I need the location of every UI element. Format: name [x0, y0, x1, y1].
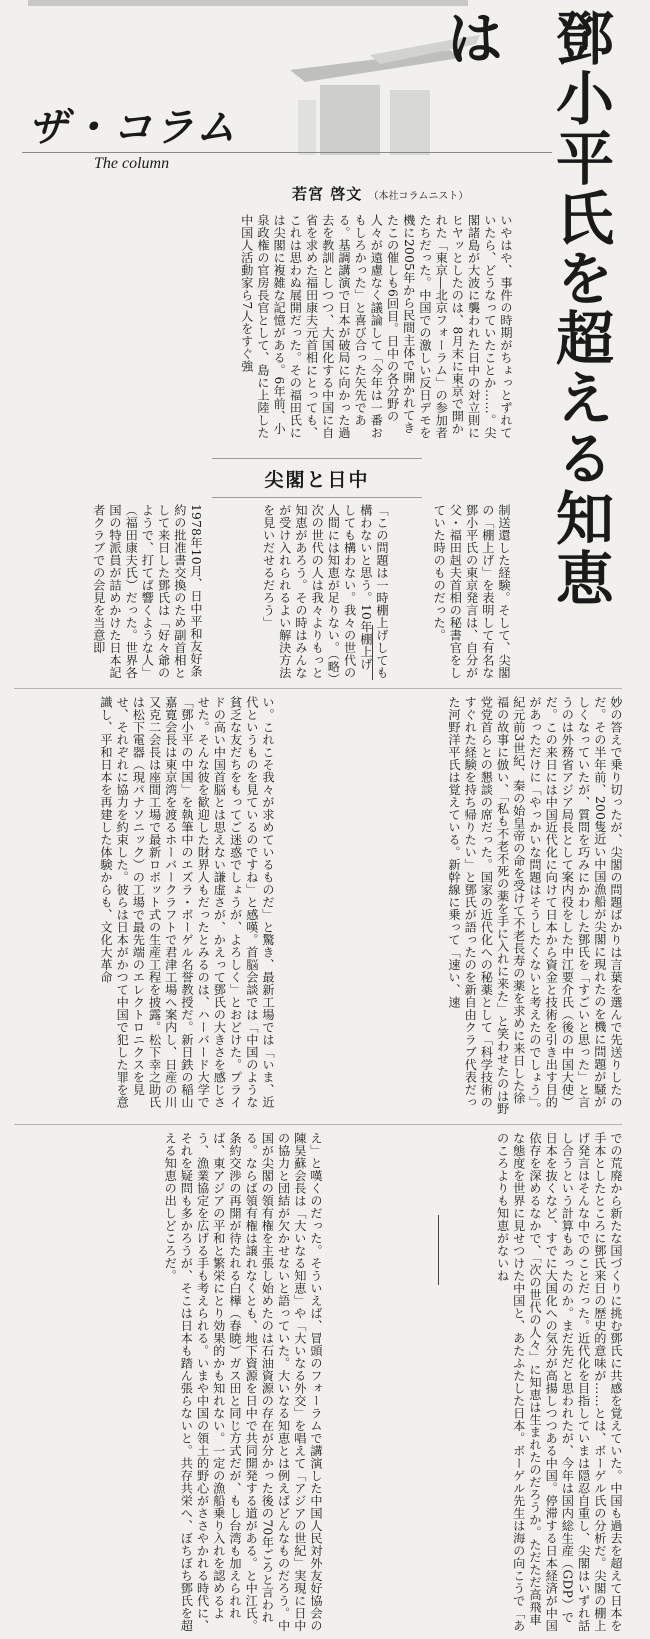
- column-logo: ザ・コラム: [28, 105, 238, 151]
- body-text-tier1-right: いやはや、事件の時期がちょっとずれていたら、どうなっていたことか……。尖閣諸島が大波に襲われた日中の対立則にヒヤッとしたのは、8月末に東京で開かれた「東京―北京フォーラム」の参加者たちだった。中国での激しい反日デモを機に2005年から民間主体で開かれてきたこの催しも6回目。日中の各分野の人々が遠慮なく議論して「今年は一番おもしろかった」と喜び合った矢先である。基調講演で日本が破局に向かった過去を教訓としつつ、大国化する中国に自省を求めた福田康夫元首相にとっても、これは思わぬ展開だった。その福田氏には尖閣に複雑な記憶がある。6年前、小泉政権の官房長官として、島に上陸した中国人活動家ら7人をすぐ強: [239, 214, 513, 439]
- author-role: （本社コラムニスト）: [368, 191, 469, 202]
- top-border: [28, 0, 468, 6]
- header-rule: [22, 152, 552, 153]
- byline: [292, 183, 468, 204]
- tier-rule-2: [14, 1124, 622, 1125]
- body-text-tier3: での荒廃から新たな国づくりに挑む鄧氏に共感を覚えていた。中国も過去を超えて日本を手本としたところに鄧氏来日の歴史的意味が……とは、ボーゲル氏の分析だ。尖閣の棚上げ発言はそんな中でのことだった。近代化を目指していまは隠忍自重し、尖閣はいずれ話し合うという計算もあったのか。まだ先だと思われたが、今年は国内総生産（GDP）で日本を抜くなど、すでに大国化への気分が高揚しつつある中国。停滞する日本経済が中国依存を深めるなかで、「次の世代の人々」に知恵は生まれたのだろうか。ただただ高飛車な態度を世界に見せつけた中国と、あたふたした日本。ボーゲル先生は海の向こうで「あのころよりも知恵がないね: [495, 1132, 623, 1632]
- tier-rule-1: [14, 688, 622, 689]
- author-name: 若宮 啓文: [292, 185, 363, 203]
- body-text-tier2b: い。これこそ我々が求めているものだ」と驚き、最新工場では「いま、近代というものを見ているのですね」と感嘆。首脳会談では「中国のような貧乏な友だちをもってご迷惑でしょうが、よろしく」とおどけた。プライドの高い中国首脳とは思えない謙虚さが、かえって鄧氏の大きさを感じさせた。そんな彼を歓迎した財界人もだったとみるのは、ハーバード大学で「鄧小平の中国」を執筆中のエズラ・ボーゲル名誉教授だ。新日鉄の稲山嘉寛会長は東京湾を渡るホーバークラフトで君津工場へ案内し、日産の川又克二会長は座間工場で最新ロボット式の生産工程を披露。松下幸之助氏は松下電器（現パナソニック）の工場で最先端のエレクトロニクスを見せ、それぞれに協力を約束した。彼らは日本がかつて中国で犯した罪を意識し、平和日本を再建した体験からも、文化大革命: [98, 696, 275, 1109]
- body-text-tier1-left2: 1978年10月、日中平和友好条約の批准書交換のため副首相として来日した鄧氏は「好々爺のようで、打てば響くような人」（福田康夫氏）だった。世界各国の特派員が詰めかけた日本記者クラブでの会見を当意即: [91, 504, 203, 679]
- headline: 鄧小平氏を超える知恵は: [436, 8, 614, 608]
- column-logo-en: The column: [94, 155, 170, 172]
- body-text-tier2: 妙の答えで乗り切ったが、尖閣の問題ばかりは言葉を選んで先送りしたのだ。その半年前、200隻近い中国漁船が尖閣に現れたのを機に問題が騒がしくなっていたが、質問を巧みにかわした鄧氏を「すごいと思った」と言うのは外務省アジア局長として案内役をした中江要介氏（後の中国大使）だ。この来日には中国近代化に向けて日本から資金と技術を引き出す目的があっただけに「やっかいな問題はそうしたくないと考えたのでしょう」。紀元前3世紀、秦の始皇帝の命を受けて不老長寿の薬を求めに来日した徐福の故事に倣い、「私も不老不死の薬を手に入れに来た」と笑わせたのは野党党首らとの懇談の席だった。国家の近代化への秘薬として「科学技術のすぐれた経験を持ち帰りたい」と鄧氏が語ったのを新自由クラブ代表だった河野洋平氏は覚えている。新幹線に乗って「速い、速: [446, 696, 623, 1115]
- body-text-tier1-left: 制送還した経験。そして、尖閣の「棚上げ」を表明して有名な鄧小平氏の東京発言は、自分が父・福田赳夫首相の秘書官をしていた時のものだった。: [432, 504, 511, 679]
- body-text-tier3b: え」と嘆くのだった。そういえば、冒頭のフォーラムで講演した中国人民対外友好協会の陳昊蘇会長は「大いなる知恵」や「大いなる外交」を唱えて「アジアの世紀」実現に日中の協力と団結が欠かせないと語っていた。大いなる知恵とは例えばどんなものだろう。中国が尖閣の領有権を主張し始めたのは石油資源の存在が分かった後の70年ごろと言われる。ならば領有権は譲れなくとも、地下資源を日中で共同開発する道がある。と中江氏。条約交渉の再開が待たれる白樺（春暁）ガス田と同じ方式だが、もし台湾も加えられれば、東アジアの平和と繁栄にとり効果的かも知れない。一定の漁船乗り入れを認めるよう、漁業協定を広げる手も考えられる。いまや中国の領土的野心がささやかれる時代に、それを疑問も多かろうが、そこは日本も踏ん張らないと。共存共栄へ、ぼちぼち鄧氏を超える知恵の出しどころだ。: [163, 1132, 323, 1632]
- body-text-quote: 「この問題は一時棚上げしても構わないと思う。10年棚上げしても構わない。我々の世代の人間には知恵が足りない。（略）次の世代の人は我々よりもっと知恵があろう。その時はみんなが受け入れられるよい解決方法を見いだせるだろう」: [261, 504, 389, 680]
- subhead: 尖閣と日中: [212, 458, 422, 498]
